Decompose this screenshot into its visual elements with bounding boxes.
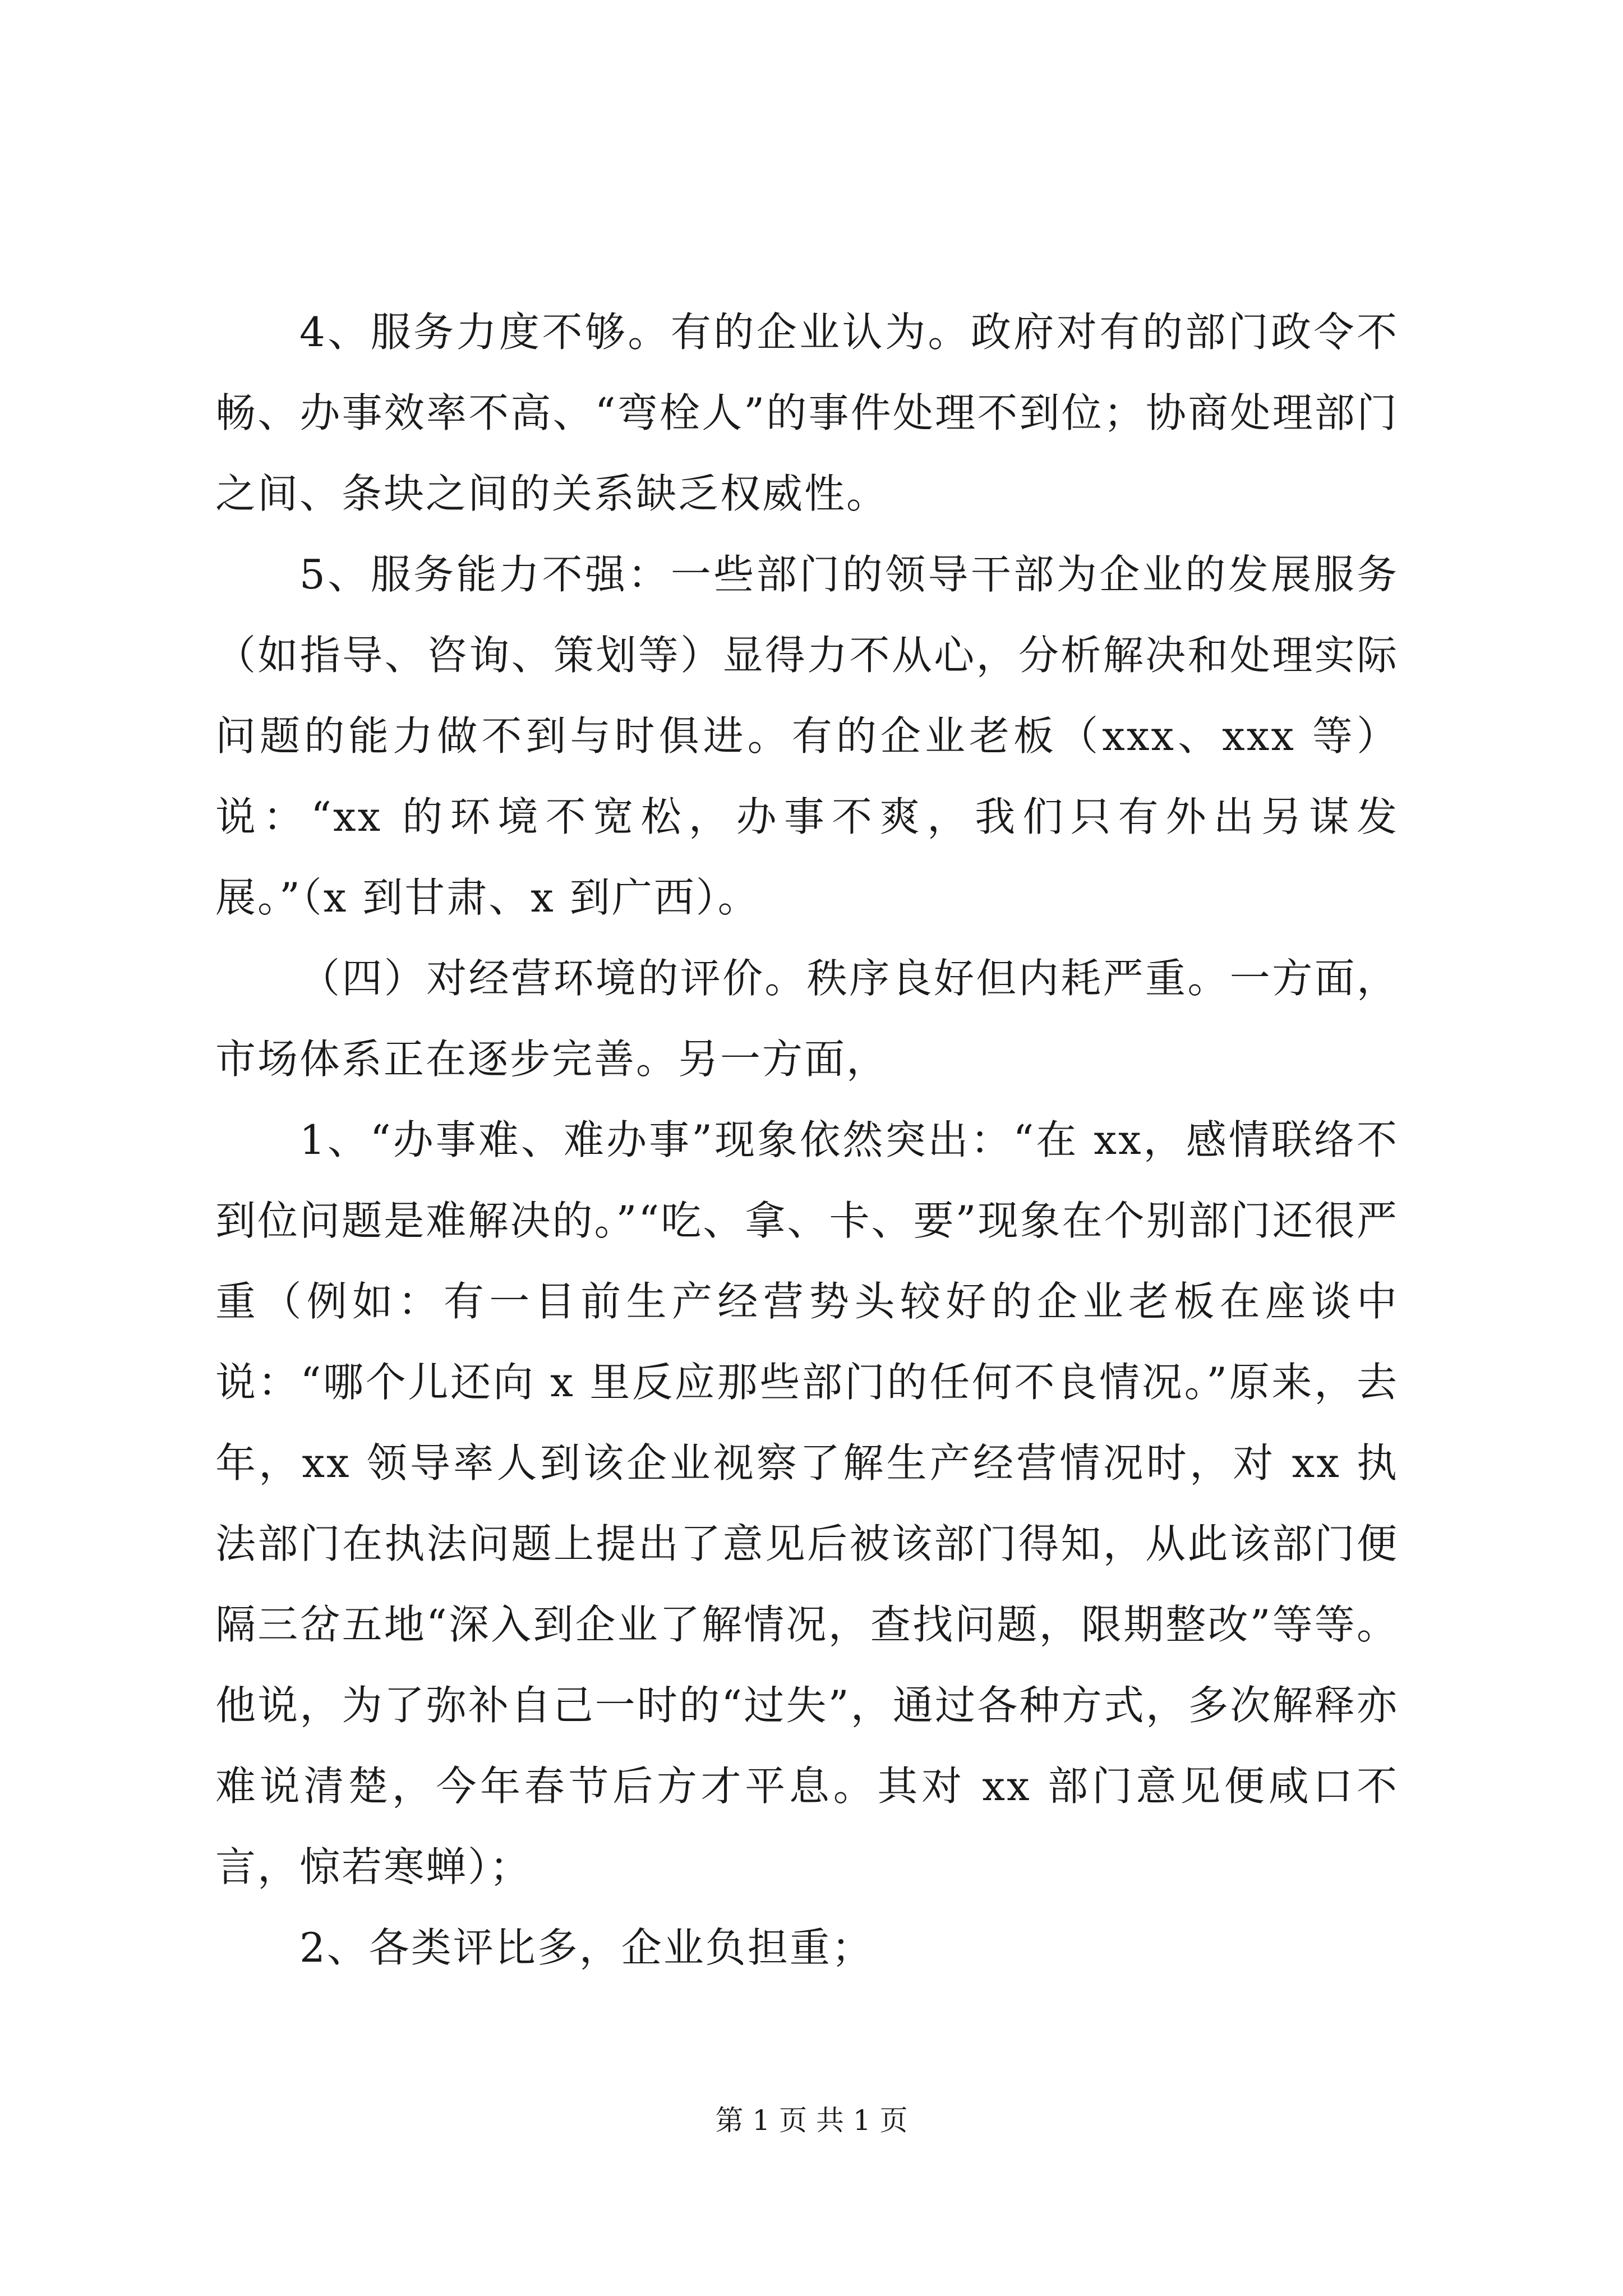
- page-footer: 第 1 页 共 1 页: [715, 2104, 908, 2137]
- paragraph-service-strength: 4、服务力度不够。有的企业认为。政府对有的部门政令不畅、办事效率不高、“弯栓人”的事件处理不到位；协商处理部门之间、条块之间的关系缺乏权威性。: [215, 309, 1399, 517]
- document-body: [215, 292, 1399, 1988]
- paragraph-difficult-affairs: 1、“办事难、难办事”现象依然突出：“在 xx，感情联络不到位问题是难解决的。”“吃、拿、卡、要”现象在个别部门还很严重（例如：有一目前生产经营势头较好的企业老板在座谈中说：“哪个儿还向 x 里反应那些部门的任何不良情况。”原来，去年，xx 领导率人到该企业视察了解生产经营情况时，对 xx 执法部门在执法问题上提出了意见后被该部门得知，从此该部门便隔三岔五地“深入到企业了解情况，查找问题，限期整改”等等。他说，为了弥补自己一时的“过失”，通过各种方式，多次解释亦难说清楚，今年春节后方才平息。其对 xx 部门意见便咸口不言，惊若寒蝉）；: [215, 1116, 1399, 1890]
- paragraph-service-capability: 5、服务能力不强：一些部门的领导干部为企业的发展服务（如指导、咨询、策划等）显得力不从心，分析解决和处理实际问题的能力做不到与时俱进。有的企业老板（xxx、xxx 等）说：“xx 的环境不宽松，办事不爽，我们只有外出另谋发展。”（x 到甘肃、x 到广西）。: [215, 551, 1399, 921]
- paragraph-evaluation-burden: 2、各类评比多，企业负担重；: [299, 1924, 874, 1971]
- paragraph-business-environment: （四）对经营环境的评价。秩序良好但内耗严重。一方面，市场体系正在逐步完善。另一方面，: [215, 955, 1399, 1083]
